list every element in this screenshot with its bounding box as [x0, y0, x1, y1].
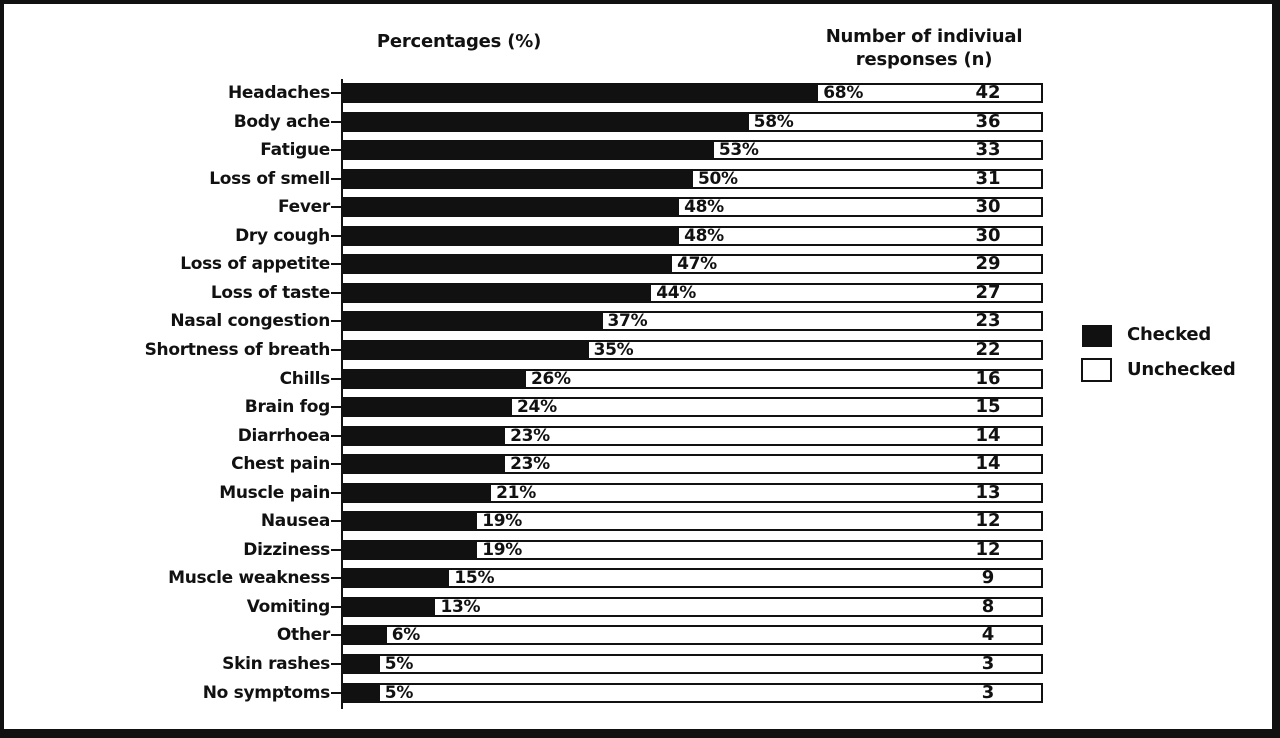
- checked-bar-fill: [345, 513, 477, 529]
- unchecked-bar: [343, 83, 1043, 103]
- axis-tick: [331, 349, 342, 351]
- checked-bar-fill: [345, 599, 435, 615]
- response-count-label: 27: [975, 281, 1001, 303]
- checked-bar-fill: [345, 228, 679, 244]
- axis-tick: [331, 378, 342, 380]
- percent-value-label: 47%: [677, 254, 717, 275]
- bar-row: [0, 511, 1280, 531]
- legend-unchecked-swatch-icon: [1081, 358, 1112, 382]
- category-label: Other: [276, 625, 330, 646]
- bar-row: [0, 397, 1280, 417]
- unchecked-bar: [343, 112, 1043, 132]
- checked-bar-fill: [345, 456, 505, 472]
- response-count-label: 3: [981, 653, 995, 674]
- checked-bar-fill: [345, 399, 512, 415]
- checked-bar-fill: [345, 285, 651, 301]
- unchecked-bar: [343, 311, 1043, 331]
- checked-bar-fill: [345, 114, 749, 130]
- unchecked-bar: [343, 625, 1043, 645]
- response-count-label: 23: [975, 310, 1001, 332]
- axis-tick: [331, 206, 342, 208]
- response-count-label: 30: [975, 224, 1001, 246]
- bar-row: [0, 426, 1280, 446]
- axis-tick: [331, 577, 342, 579]
- category-label: No symptoms: [202, 682, 330, 703]
- category-label: Nausea: [260, 511, 330, 532]
- responses-title-line1: Number of indiviual: [825, 26, 1023, 47]
- checked-bar-fill: [345, 199, 679, 215]
- bar-row: [0, 169, 1280, 189]
- checked-bar-fill: [345, 142, 714, 158]
- percentages-axis-title: Percentages (%): [376, 31, 542, 52]
- unchecked-bar: [343, 169, 1043, 189]
- bar-row: [0, 683, 1280, 703]
- unchecked-bar: [343, 654, 1043, 674]
- percent-value-label: 15%: [454, 568, 495, 589]
- bar-row: [0, 540, 1280, 560]
- category-label: Chest pain: [231, 454, 330, 475]
- axis-tick: [331, 121, 342, 123]
- response-count-label: 16: [975, 367, 1001, 389]
- category-label: Loss of appetite: [180, 254, 330, 275]
- category-label: Chills: [279, 368, 330, 389]
- bar-row: [0, 254, 1280, 274]
- unchecked-bar: [343, 340, 1043, 360]
- category-label: Brain fog: [244, 397, 330, 418]
- unchecked-bar: [343, 483, 1043, 503]
- bar-row: [0, 625, 1280, 645]
- axis-tick: [331, 149, 342, 151]
- response-count-label: 12: [975, 510, 1001, 532]
- percent-value-label: 24%: [517, 397, 557, 418]
- percent-value-label: 26%: [530, 368, 571, 389]
- axis-tick: [331, 663, 342, 665]
- percent-value-label: 23%: [510, 454, 550, 475]
- legend-unchecked-label: Unchecked: [1127, 359, 1236, 380]
- response-count-label: 12: [975, 538, 1001, 560]
- axis-tick: [331, 263, 342, 265]
- response-count-label: 30: [975, 196, 1001, 218]
- category-label: Muscle pain: [219, 482, 330, 503]
- axis-tick: [331, 435, 342, 437]
- category-label: Diarrhoea: [237, 425, 330, 446]
- response-count-label: 9: [981, 567, 995, 589]
- response-count-label: 42: [975, 82, 1001, 103]
- unchecked-bar: [343, 511, 1043, 531]
- response-count-label: 14: [975, 453, 1001, 475]
- category-label: Dizziness: [243, 539, 330, 560]
- axis-tick: [331, 520, 342, 522]
- bar-row: [0, 454, 1280, 474]
- checked-bar-fill: [345, 171, 693, 187]
- unchecked-bar: [343, 426, 1043, 446]
- percent-value-label: 19%: [482, 539, 523, 560]
- percent-value-label: 35%: [593, 339, 634, 360]
- checked-bar-fill: [345, 685, 380, 701]
- axis-tick: [331, 463, 342, 465]
- category-label: Loss of taste: [210, 282, 330, 303]
- axis-tick: [331, 606, 342, 608]
- checked-bar-fill: [345, 342, 589, 358]
- percent-value-label: 23%: [510, 425, 550, 446]
- bar-row: [0, 568, 1280, 588]
- percent-value-label: 6%: [391, 625, 421, 646]
- bar-row: [0, 597, 1280, 617]
- category-label: Muscle weakness: [168, 568, 330, 589]
- category-label: Fatigue: [260, 140, 330, 161]
- category-label: Nasal congestion: [170, 311, 330, 332]
- axis-tick: [331, 92, 342, 94]
- responses-axis-title: [806, 25, 1042, 71]
- bar-row: [0, 83, 1280, 103]
- axis-tick: [331, 406, 342, 408]
- response-count-label: 14: [975, 424, 1001, 446]
- checked-bar-fill: [345, 627, 387, 643]
- response-count-label: 31: [975, 167, 1001, 189]
- bar-row: [0, 283, 1280, 303]
- category-label: Body ache: [233, 111, 330, 132]
- legend-checked-swatch-icon: [1082, 325, 1112, 347]
- checked-bar-fill: [345, 313, 603, 329]
- axis-tick: [331, 320, 342, 322]
- response-count-label: 4: [981, 624, 995, 646]
- responses-title-line2: responses (n): [855, 49, 993, 70]
- category-label: Fever: [278, 197, 330, 218]
- response-count-label: 13: [975, 481, 1001, 503]
- axis-tick: [331, 292, 342, 294]
- axis-tick: [331, 178, 342, 180]
- percent-value-label: 48%: [684, 197, 724, 218]
- checked-bar-fill: [345, 570, 449, 586]
- response-count-label: 33: [975, 139, 1001, 161]
- percent-value-label: 19%: [482, 511, 523, 532]
- percent-value-label: 58%: [753, 111, 794, 132]
- response-count-label: 36: [975, 110, 1001, 132]
- percent-value-label: 48%: [684, 225, 724, 246]
- category-label: Shortness of breath: [144, 339, 330, 360]
- bar-row: [0, 112, 1280, 132]
- category-label: Headaches: [228, 83, 330, 103]
- axis-tick: [331, 634, 342, 636]
- unchecked-bar: [343, 140, 1043, 160]
- checked-bar-fill: [345, 428, 505, 444]
- bar-row: [0, 197, 1280, 217]
- percent-value-label: 44%: [656, 282, 697, 303]
- checked-bar-fill: [345, 85, 818, 101]
- percent-value-label: 50%: [698, 168, 738, 189]
- legend-checked-label: Checked: [1127, 324, 1212, 345]
- category-label: Skin rashes: [222, 654, 330, 674]
- axis-tick: [331, 492, 342, 494]
- unchecked-bar: [343, 568, 1043, 588]
- checked-bar-fill: [345, 485, 491, 501]
- unchecked-bar: [343, 397, 1043, 417]
- unchecked-bar: [343, 683, 1043, 703]
- bar-row: [0, 226, 1280, 246]
- percent-value-label: 53%: [718, 140, 759, 161]
- axis-tick: [331, 549, 342, 551]
- unchecked-bar: [343, 369, 1043, 389]
- response-count-label: 22: [975, 338, 1001, 360]
- axis-tick: [331, 235, 342, 237]
- percent-value-label: 5%: [384, 654, 414, 674]
- response-count-label: 29: [975, 253, 1001, 275]
- bar-row: [0, 654, 1280, 674]
- category-label: Dry cough: [235, 225, 330, 246]
- bar-row: [0, 483, 1280, 503]
- checked-bar-fill: [345, 542, 477, 558]
- percent-value-label: 13%: [440, 596, 481, 617]
- category-label: Vomiting: [246, 596, 330, 617]
- percent-value-label: 68%: [823, 83, 864, 103]
- percent-value-label: 21%: [496, 482, 536, 503]
- checked-bar-fill: [345, 256, 672, 272]
- bar-row: [0, 140, 1280, 160]
- response-count-label: 15: [975, 396, 1001, 418]
- percent-value-label: 5%: [384, 682, 414, 703]
- response-count-label: 3: [981, 681, 995, 703]
- category-label: Loss of smell: [209, 168, 330, 189]
- axis-tick: [331, 692, 342, 694]
- checked-bar-fill: [345, 371, 526, 387]
- response-count-label: 8: [981, 595, 995, 617]
- unchecked-bar: [343, 454, 1043, 474]
- percent-value-label: 37%: [607, 311, 648, 332]
- checked-bar-fill: [345, 656, 380, 672]
- unchecked-bar: [343, 540, 1043, 560]
